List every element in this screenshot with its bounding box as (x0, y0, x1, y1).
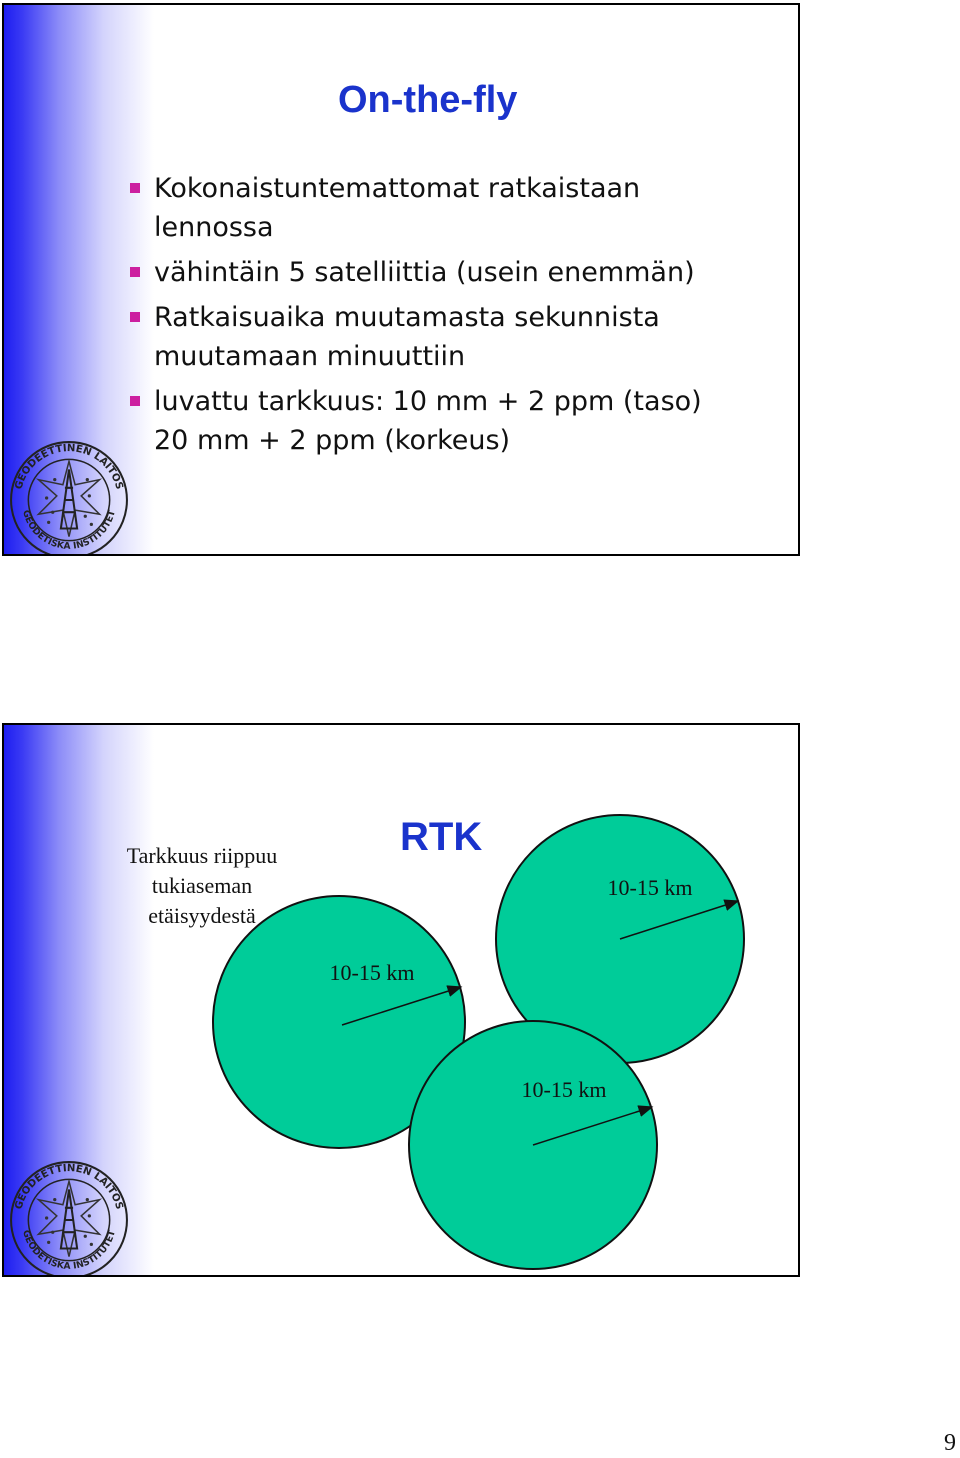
svg-text:GEODEETTINEN LAITOS: GEODEETTINEN LAITOS (13, 1163, 125, 1211)
svg-text:GEODEETTINEN LAITOS: GEODEETTINEN LAITOS (13, 443, 125, 491)
svg-text:GEODETISKA INSTITUTET: GEODETISKA INSTITUTET (20, 1229, 118, 1272)
bullet-item (154, 169, 794, 247)
page-number: 9 (944, 1430, 956, 1456)
geodetic-institute-logo (8, 439, 130, 556)
bullet-item (154, 253, 794, 292)
radius-label: 10-15 km (329, 960, 415, 985)
bullet-item (154, 298, 794, 376)
rtk-coverage-diagram (4, 725, 798, 1275)
bullet-item (154, 382, 794, 460)
accuracy-caption: Tarkkuus riippuu tukiaseman etäisyydestä (126, 843, 278, 928)
bullet-list (154, 169, 794, 466)
radius-label: 10-15 km (607, 875, 693, 900)
bullet-text: vähintäin 5 satelliittia (usein enemmän) (154, 257, 695, 288)
bullet-text: Ratkaisuaika muutamasta sekunnista muutamaan minuuttiin (154, 302, 660, 372)
slide-title: On-the-fly (338, 79, 518, 121)
bullet-square-icon (130, 267, 140, 277)
slide-rtk (2, 723, 800, 1277)
bullet-text: luvattu tarkkuus: 10 mm + 2 ppm (taso) 20 mm + 2 ppm (korkeus) (154, 386, 702, 456)
bullet-square-icon (130, 183, 140, 193)
bullet-text: Kokonaistuntemattomat ratkaistaan lennossa (154, 173, 641, 243)
slide-on-the-fly (2, 3, 800, 556)
bullet-square-icon (130, 396, 140, 406)
slide-title: RTK (400, 815, 483, 859)
radius-label: 10-15 km (521, 1077, 607, 1102)
bullet-square-icon (130, 312, 140, 322)
svg-text:GEODETISKA INSTITUTET: GEODETISKA INSTITUTET (20, 509, 118, 552)
